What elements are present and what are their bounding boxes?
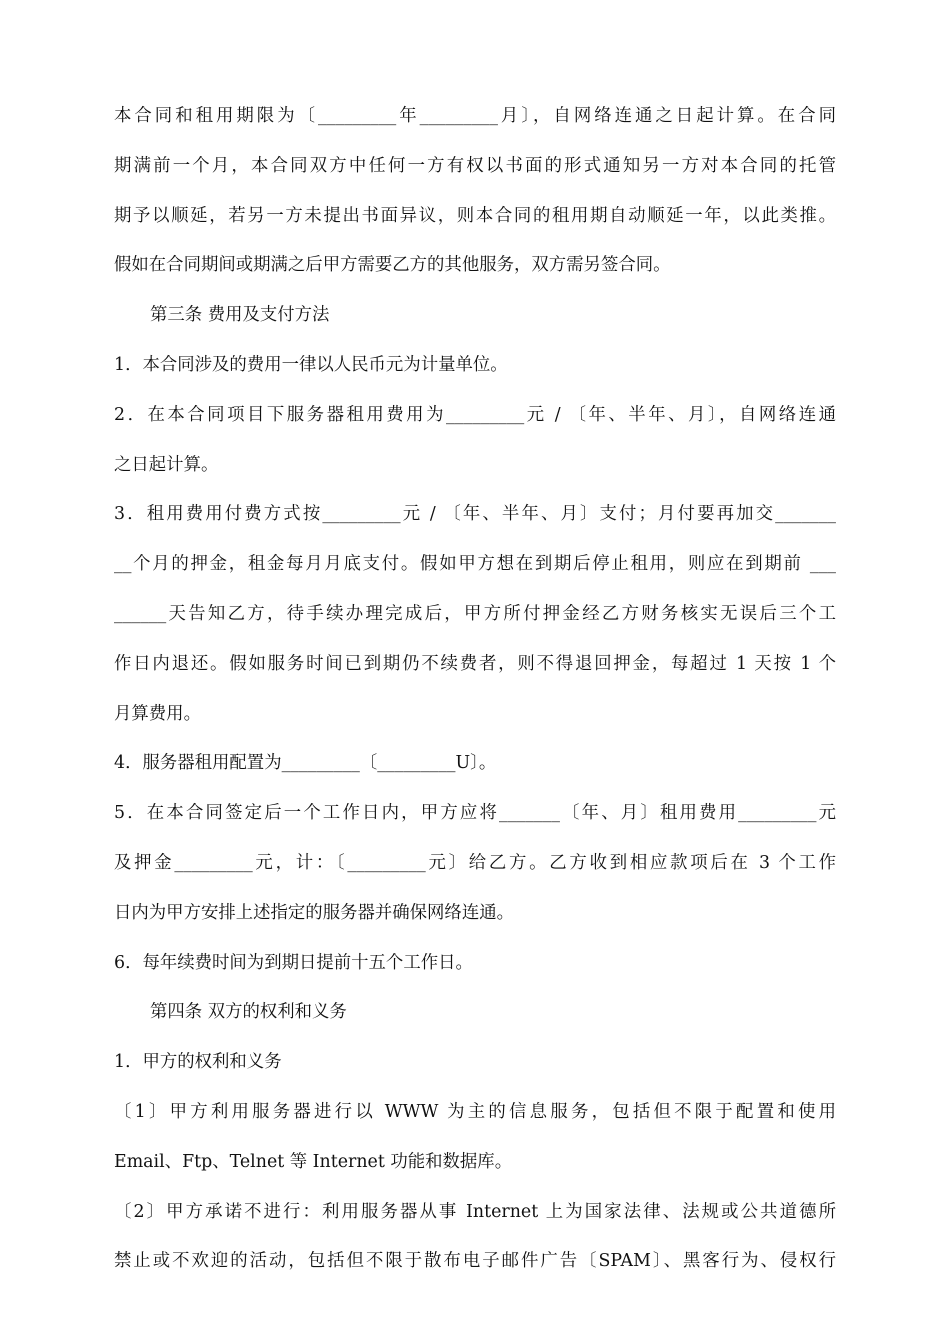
clause-line: 〔2〕甲方承诺不进行：利用服务器从事 Internet 上为国家法律、法规或公共道德所 (114, 1201, 836, 1222)
clause-line: 6．每年续费时间为到期日提前十五个工作日。 (114, 952, 473, 973)
clause-line: 〔1〕甲方利用服务器进行以 WWW 为主的信息服务，包括但不限于配置和使用 (114, 1101, 836, 1122)
clause-line: 作日内退还。假如服务时间已到期仍不续费者，则不得退回押金，每超过 1 天按 1 个 (114, 653, 836, 674)
clause-line: 3．租用费用付费方式按_________元 / 〔年、半年、月〕支付；月付要再加交_______ (114, 504, 836, 525)
section-heading-article-4: 第四条 双方的权利和义务 (150, 1002, 347, 1023)
clause-line: 之日起计算。 (114, 454, 219, 475)
paragraph-line: 假如在合同期间或期满之后甲方需要乙方的其他服务，双方需另签合同。 (114, 255, 671, 276)
clause-line: __个月的押金，租金每月月底支付。假如甲方想在到期后停止租用，则应在到期前 ___ (114, 554, 836, 575)
paragraph-line: 本合同和租用期限为〔_________年_________月〕，自网络连通之日起计算。在合同 (114, 106, 836, 126)
clause-line: 及押金_________元，计：〔_________元〕给乙方。乙方收到相应款项后在 3 个工作 (114, 852, 836, 873)
clause-line: 5．在本合同签定后一个工作日内，甲方应将_______〔年、月〕租用费用_________元 (114, 803, 836, 824)
clause-line: 日内为甲方安排上述指定的服务器并确保网络连通。 (114, 902, 514, 923)
paragraph-line: 期予以顺延，若另一方未提出书面异议，则本合同的租用期自动顺延一年，以此类推。 (114, 205, 836, 226)
clause-line: ______天告知乙方，待手续办理完成后，甲方所付押金经乙方财务核实无误后三个工 (114, 603, 836, 624)
section-heading-article-3: 第三条 费用及支付方法 (150, 305, 330, 326)
clause-line: Email、Ftp、Telnet 等 Internet 功能和数据库。 (114, 1151, 513, 1172)
clause-line: 禁止或不欢迎的活动，包括但不限于散布电子邮件广告〔SPAM〕、黑客行为、侵权行 (114, 1251, 836, 1272)
document-page (114, 92, 836, 1287)
clause-line: 月算费用。 (114, 703, 201, 724)
clause-line: 1．本合同涉及的费用一律以人民币元为计量单位。 (114, 354, 508, 375)
clause-line: 1．甲方的权利和义务 (114, 1052, 282, 1073)
clause-line: 4．服务器租用配置为_________〔_________U〕。 (114, 753, 497, 774)
paragraph-line: 期满前一个月，本合同双方中任何一方有权以书面的形式通知另一方对本合同的托管 (114, 155, 836, 176)
clause-line: 2．在本合同项目下服务器租用费用为_________元 / 〔年、半年、月〕，自网络连通 (114, 404, 836, 425)
